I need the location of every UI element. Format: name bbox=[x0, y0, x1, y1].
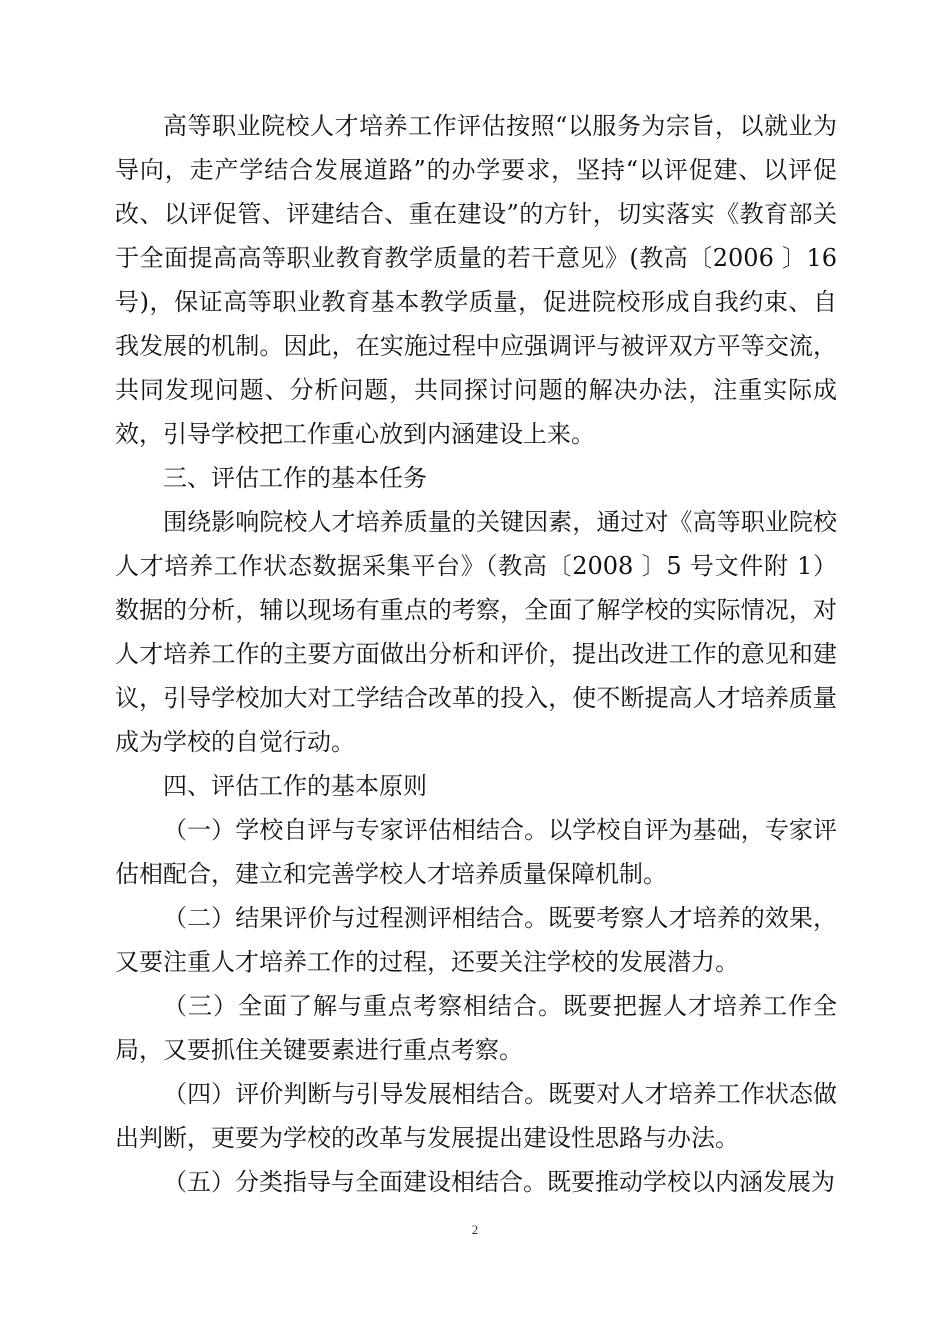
paragraph-basic-tasks: 围绕影响院校人才培养质量的关键因素，通过对《高等职业院校人才培养工作状态数据采集平台》（教高〔2008 〕5 号文件附 1）数据的分析，辅以现场有重点的考察，全面了解学校的实际情况，对人才培养工作的主要方面做出分析和评价，提出改进工作的意见和建议，引导学校加大对工学结合改革的投入，使不断提高人才培养质量成为学校的自觉行动。 bbox=[115, 508, 837, 756]
principle-item-2: （二）结果评价与过程测评相结合。既要考察人才培养的效果，又要注重人才培养工作的过程，还要关注学校的发展潜力。 bbox=[115, 904, 837, 976]
principle-item-5: （五）分类指导与全面建设相结合。既要推动学校以内涵发展为 bbox=[163, 1168, 835, 1196]
section-heading-basic-principles: 四、评估工作的基本原则 bbox=[163, 772, 427, 800]
paragraph-evaluation-principles: 高等职业院校人才培养工作评估按照“以服务为宗旨，以就业为导向，走产学结合发展道路”的办学要求，坚持“以评促建、以评促改、以评促管、评建结合、重在建设”的方针，切实落实《教育部关于全面提高高等职业教育教学质量的若干意见》(教高〔2006 〕16 号)，保证高等职业教育基本教学质量，促进院校形成自我约束、自我发展的机制。因此，在实施过程中应强调评与被评双方平等交流，共同发现问题、分析问题，共同探讨问题的解决办法，注重实际成效，引导学校把工作重心放到内涵建设上来。 bbox=[115, 112, 837, 448]
section-heading-basic-tasks: 三、评估工作的基本任务 bbox=[163, 464, 427, 492]
principle-item-1: （一）学校自评与专家评估相结合。以学校自评为基础，专家评估相配合，建立和完善学校人才培养质量保障机制。 bbox=[115, 816, 837, 888]
document-body bbox=[115, 104, 837, 1204]
principle-item-3: （三）全面了解与重点考察相结合。既要把握人才培养工作全局，又要抓住关键要素进行重点考察。 bbox=[115, 992, 837, 1064]
principle-item-4: （四）评价判断与引导发展相结合。既要对人才培养工作状态做出判断，更要为学校的改革与发展提出建设性思路与办法。 bbox=[115, 1080, 837, 1152]
page-number: 2 bbox=[471, 1222, 479, 1237]
